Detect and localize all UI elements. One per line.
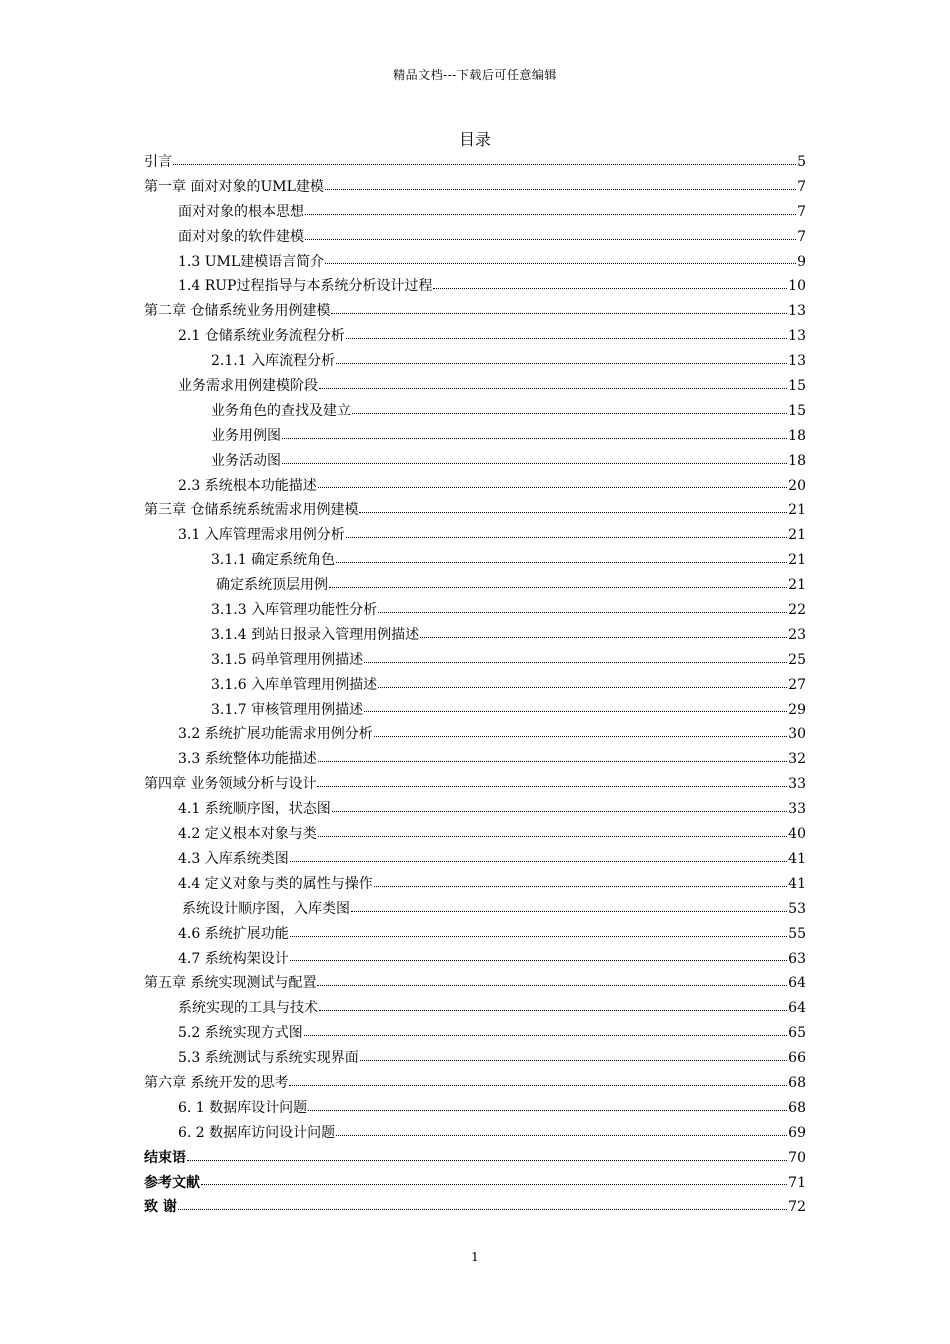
toc-entry-label: 4.2 定义根本对象与类: [178, 826, 317, 843]
toc-entry-label: 4.6 系统扩展功能: [178, 925, 289, 942]
toc-entry-label: 第三章 仓储系统系统需求用例建模: [144, 502, 359, 519]
toc-entry-page: 69: [788, 1124, 806, 1141]
toc-entry-label: 业务需求用例建模阶段: [178, 378, 318, 395]
toc-entry-page: 10: [788, 278, 806, 295]
toc-entry-label: 第一章 面对对象的UML建模: [144, 178, 324, 195]
dot-leader: [359, 511, 787, 513]
toc-entry-label: 第六章 系统开发的思考: [144, 1074, 289, 1091]
toc-entry[interactable]: [144, 673, 806, 698]
toc-entry-page: 22: [788, 602, 806, 619]
dot-leader: [378, 686, 787, 688]
toc-entry[interactable]: [144, 996, 806, 1021]
toc-entry[interactable]: [144, 374, 806, 399]
toc-entry-page: 40: [788, 826, 806, 843]
toc-entry-label: 系统设计顺序图，入库类图: [182, 900, 350, 917]
dot-leader: [346, 536, 787, 538]
toc-entry-label: 业务活动图: [211, 452, 281, 469]
toc-entry-label: 6. 1 数据库设计问题: [178, 1099, 308, 1116]
toc-entry-page: 18: [788, 452, 806, 469]
dot-leader: [374, 735, 787, 737]
toc-entry-page: 66: [788, 1050, 806, 1067]
toc-entry[interactable]: [144, 598, 806, 623]
toc-entry-label: 3.1.4 到站日报录入管理用例描述: [211, 626, 420, 643]
toc-entry-page: 13: [788, 353, 806, 370]
toc-entry[interactable]: [144, 474, 806, 499]
toc-entry-page: 5: [797, 154, 806, 170]
dot-leader: [290, 935, 787, 937]
toc-entry-label: 第五章 系统实现测试与配置: [144, 975, 317, 992]
toc-entry-page: 64: [788, 1000, 806, 1017]
dot-leader: [364, 661, 787, 663]
toc-entry[interactable]: [144, 523, 806, 548]
toc-entry-label: 4.7 系统构架设计: [178, 950, 289, 967]
toc-entry-label: 3.1.7 审核管理用例描述: [211, 701, 364, 718]
toc-entry-label: 4.3 入库系统类图: [178, 850, 289, 867]
toc-entry-page: 55: [788, 925, 806, 942]
toc-entry[interactable]: [144, 548, 806, 573]
toc-entry[interactable]: [144, 648, 806, 673]
toc-entry[interactable]: [144, 1121, 806, 1146]
toc-entry-page: 70: [788, 1149, 806, 1166]
toc-entry[interactable]: [144, 1096, 806, 1121]
toc-entry-page: 64: [788, 975, 806, 992]
dot-leader: [304, 1034, 787, 1036]
toc-entry-label: 3.1.3 入库管理功能性分析: [211, 602, 378, 619]
toc-entry-label: 面对对象的根本思想: [178, 203, 304, 220]
toc-entry-label: 参考文献: [144, 1174, 200, 1191]
toc-entry-page: 25: [788, 651, 806, 668]
toc-entry-page: 13: [788, 328, 806, 345]
toc-entry[interactable]: [144, 822, 806, 847]
dot-leader: [201, 1183, 787, 1185]
toc-entry[interactable]: [144, 1146, 806, 1171]
toc-entry-page: 7: [797, 228, 806, 245]
toc-entry-label: 2.1.1 入库流程分析: [211, 353, 336, 370]
toc-entry[interactable]: [144, 1046, 806, 1071]
toc-entry-page: 68: [788, 1099, 806, 1116]
toc-entry-label: 2.3 系统根本功能描述: [178, 477, 317, 494]
dot-leader: [305, 213, 796, 215]
toc-entry[interactable]: [144, 1021, 806, 1046]
dot-leader: [318, 760, 787, 762]
dot-leader: [351, 910, 787, 912]
toc-entry[interactable]: [144, 722, 806, 747]
toc-entry[interactable]: [144, 1195, 806, 1220]
toc-entry[interactable]: [144, 299, 806, 324]
toc-entry-page: 13: [788, 303, 806, 320]
dot-leader: [325, 262, 796, 264]
toc-entry-label: 5.2 系统实现方式图: [178, 1025, 303, 1042]
toc-entry-page: 41: [788, 875, 806, 892]
toc-entry-label: 面对对象的软件建模: [178, 228, 304, 245]
toc-entry-label: 致 谢: [144, 1199, 177, 1216]
toc-entry[interactable]: [144, 947, 806, 972]
toc-entry-label: 3.1.5 码单管理用例描述: [211, 651, 364, 668]
toc-entry-page: 20: [788, 477, 806, 494]
toc-entry[interactable]: [144, 498, 806, 523]
toc-entry-page: 23: [788, 626, 806, 643]
toc-entry[interactable]: [144, 324, 806, 349]
toc-entry[interactable]: [144, 399, 806, 424]
toc-entry-label: 3.1.1 确定系统角色: [211, 552, 336, 569]
dot-leader: [332, 810, 787, 812]
dot-leader: [364, 710, 787, 712]
dot-leader: [352, 412, 787, 414]
dot-leader: [319, 387, 787, 389]
dot-leader: [420, 636, 787, 638]
dot-leader: [331, 312, 787, 314]
toc-entry-page: 32: [788, 751, 806, 768]
dot-leader: [187, 1159, 787, 1161]
toc-entry-page: 29: [788, 701, 806, 718]
dot-leader: [374, 885, 787, 887]
toc-entry[interactable]: [144, 573, 806, 598]
dot-leader: [336, 1134, 787, 1136]
toc-entry-page: 72: [788, 1199, 806, 1216]
toc-entry[interactable]: [144, 449, 806, 474]
toc-entry[interactable]: [144, 1071, 806, 1096]
toc-entry[interactable]: [144, 225, 806, 250]
toc-entry[interactable]: [144, 698, 806, 723]
toc-entry[interactable]: [144, 274, 806, 299]
dot-leader: [346, 337, 787, 339]
dot-leader: [305, 238, 796, 240]
toc-entry-label: 第二章 仓储系统业务用例建模: [144, 303, 331, 320]
toc-entry[interactable]: [144, 424, 806, 449]
toc-entry-label: 3.3 系统整体功能描述: [178, 751, 317, 768]
dot-leader: [319, 1009, 787, 1011]
toc-entry-label: 业务用例图: [211, 427, 281, 444]
toc-entry[interactable]: [144, 175, 806, 200]
toc-entry[interactable]: [144, 971, 806, 996]
toc-entry-label: 确定系统顶层用例: [216, 577, 328, 594]
toc-entry-label: 3.2 系统扩展功能需求用例分析: [178, 726, 373, 743]
toc-entry-label: 3.1.6 入库单管理用例描述: [211, 676, 378, 693]
toc-entry[interactable]: [144, 1171, 806, 1196]
dot-leader: [290, 860, 787, 862]
dot-leader: [318, 835, 787, 837]
toc-entry[interactable]: [144, 200, 806, 225]
dot-leader: [318, 486, 787, 488]
toc-entry-page: 21: [788, 552, 806, 569]
toc-entry-page: 41: [788, 850, 806, 867]
dot-leader: [178, 1208, 787, 1210]
toc-entry-label: 系统实现的工具与技术: [178, 1000, 318, 1017]
toc-entry-page: 65: [788, 1025, 806, 1042]
table-of-contents: [144, 150, 806, 1220]
toc-entry-page: 68: [788, 1074, 806, 1091]
dot-leader: [282, 437, 787, 439]
toc-entry[interactable]: [144, 349, 806, 374]
dot-leader: [433, 287, 787, 289]
toc-entry-label: 引言: [144, 154, 172, 170]
toc-entry-page: 53: [788, 900, 806, 917]
toc-entry-label: 第四章 业务领域分析与设计: [144, 776, 317, 793]
toc-entry-page: 15: [788, 402, 806, 419]
dot-leader: [378, 611, 787, 613]
dot-leader: [290, 959, 787, 961]
dot-leader: [336, 362, 787, 364]
toc-entry-page: 21: [788, 527, 806, 544]
toc-entry-page: 7: [797, 203, 806, 220]
toc-entry-label: 1.3 UML建模语言简介: [178, 253, 325, 270]
toc-entry[interactable]: [144, 897, 806, 922]
toc-entry[interactable]: [144, 623, 806, 648]
toc-entry-label: 4.4 定义对象与类的属性与操作: [178, 875, 373, 892]
toc-entry-page: 33: [788, 776, 806, 793]
toc-entry-page: 30: [788, 726, 806, 743]
toc-entry[interactable]: [144, 847, 806, 872]
dot-leader: [329, 586, 787, 588]
toc-entry-label: 2.1 仓储系统业务流程分析: [178, 328, 345, 345]
dot-leader: [325, 188, 796, 190]
toc-entry-label: 5.3 系统测试与系统实现界面: [178, 1050, 359, 1067]
toc-title: 目录: [458, 130, 491, 149]
toc-entry[interactable]: [144, 872, 806, 897]
toc-entry-page: 9: [797, 253, 806, 270]
toc-entry[interactable]: [144, 747, 806, 772]
toc-entry[interactable]: [144, 922, 806, 947]
toc-entry-page: 15: [788, 378, 806, 395]
toc-entry-label: 业务角色的查找及建立: [211, 402, 351, 419]
page-number: 1: [471, 1250, 479, 1264]
dot-leader: [317, 785, 787, 787]
page-header: 精品文档---下载后可任意编辑: [393, 68, 557, 82]
toc-entry[interactable]: [144, 250, 806, 275]
dot-leader: [360, 1059, 787, 1061]
toc-entry-page: 21: [788, 502, 806, 519]
toc-entry-label: 1.4 RUP过程指导与本系统分析设计过程: [178, 278, 433, 295]
toc-entry-page: 7: [797, 178, 806, 195]
dot-leader: [317, 984, 787, 986]
toc-entry-page: 18: [788, 427, 806, 444]
toc-entry-page: 63: [788, 950, 806, 967]
toc-entry-page: 33: [788, 801, 806, 818]
toc-entry-page: 21: [788, 577, 806, 594]
dot-leader: [289, 1084, 787, 1086]
toc-entry-page: 71: [788, 1174, 806, 1191]
dot-leader: [308, 1109, 787, 1111]
toc-entry-label: 6. 2 数据库访问设计问题: [178, 1124, 336, 1141]
dot-leader: [336, 561, 787, 563]
dot-leader: [282, 462, 787, 464]
dot-leader: [173, 163, 796, 165]
toc-entry-label: 4.1 系统顺序图，状态图: [178, 801, 331, 818]
toc-entry[interactable]: [144, 772, 806, 797]
toc-entry-label: 结束语: [144, 1149, 186, 1166]
toc-entry[interactable]: [144, 150, 806, 175]
toc-entry-page: 27: [788, 676, 806, 693]
toc-entry-label: 3.1 入库管理需求用例分析: [178, 527, 345, 544]
toc-entry[interactable]: [144, 797, 806, 822]
